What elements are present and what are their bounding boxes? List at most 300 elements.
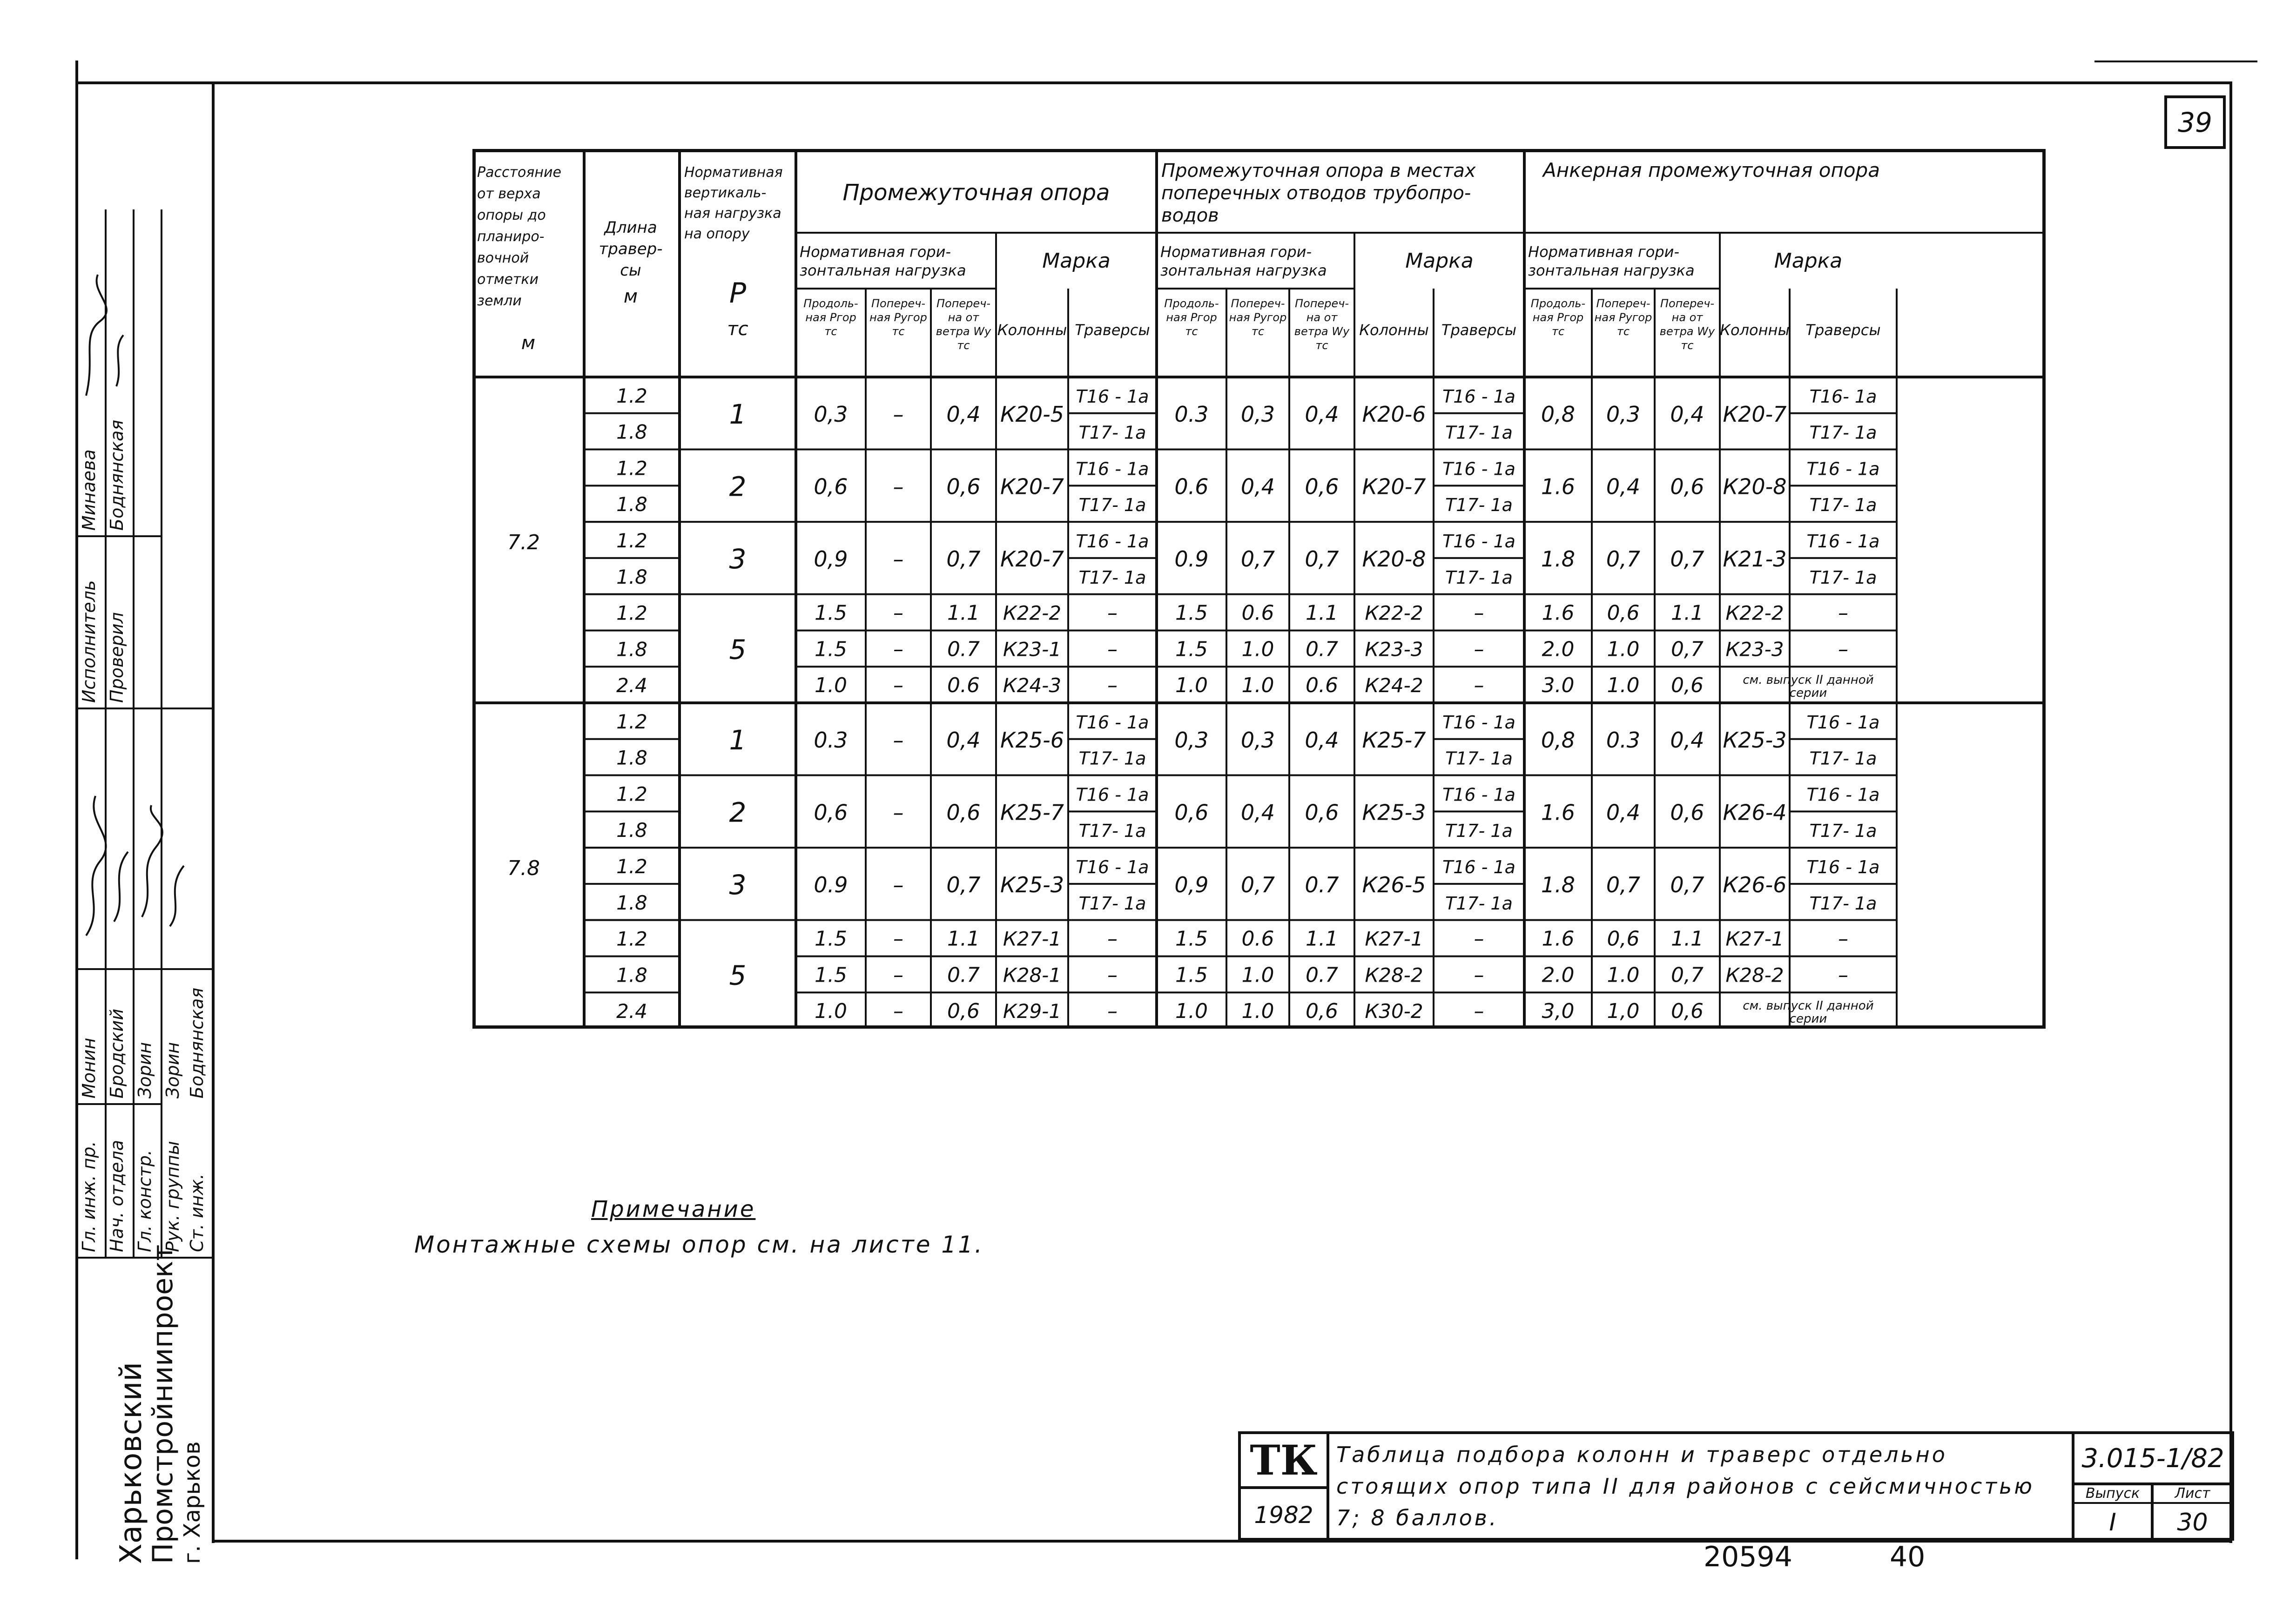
header-sub: ная Ргор	[1532, 311, 1584, 324]
cell-value: 0,6	[1305, 800, 1339, 825]
stamp-name-3: Зорин	[162, 1042, 183, 1098]
header-sub: ная Pугор	[869, 311, 927, 324]
cell-value: 0,7	[1606, 546, 1641, 572]
cell-value: К26-4	[1723, 800, 1787, 825]
load-value: 5	[729, 959, 747, 991]
cell-value: К28-2	[1365, 964, 1423, 987]
cell-value: –	[1838, 927, 1848, 951]
cell-value: 0,6	[1607, 927, 1640, 951]
stamp-name-1: Бродский	[107, 1009, 127, 1098]
issue-label: Выпуск	[2072, 1485, 2151, 1504]
stamp-name-4: Боднянская	[187, 987, 207, 1098]
cell-value: 0.6	[1306, 674, 1338, 698]
header-vert-unit: тс	[727, 318, 748, 340]
header-vert-load: на опору	[684, 226, 750, 242]
series-code: 3.015-1/82	[2072, 1434, 2231, 1485]
cell-value: –	[1107, 637, 1118, 661]
travers-value: Т17- 1а	[1809, 495, 1877, 516]
header-sub: Попереч-	[1596, 297, 1650, 310]
length-value: 1.2	[616, 384, 647, 407]
load-value: 2	[729, 796, 747, 829]
cell-value: 0,4	[1606, 800, 1641, 825]
cell-value: –	[1838, 601, 1848, 625]
header-marka: Марка	[1774, 249, 1843, 273]
cell-value: –	[893, 963, 903, 987]
cell-value: К20-8	[1723, 474, 1787, 499]
cell-value: 1.5	[815, 963, 847, 987]
header-sub: ная Ргор	[805, 311, 856, 324]
length-value: 1.8	[616, 565, 647, 588]
cell-value: К25-7	[1362, 727, 1426, 753]
header-sub: Попереч-	[936, 297, 991, 310]
travers-value: Т17- 1а	[1809, 821, 1877, 842]
stamp-name2-0: Минаева	[79, 449, 99, 531]
cell-value: К20-7	[1723, 401, 1787, 427]
header-sub: на от	[1671, 311, 1703, 324]
cell-value: К27-1	[1003, 927, 1062, 950]
cell-value: К21-3	[1723, 546, 1787, 572]
cell-value: 0,6	[814, 474, 848, 499]
header-norm-load: зонтальная нагрузка	[1528, 262, 1695, 279]
header-sub: тс	[1185, 325, 1198, 338]
travers-value: Т17- 1а	[1078, 422, 1146, 443]
cell-value: 1.0	[1241, 674, 1274, 698]
cell-value: –	[893, 999, 903, 1024]
cell-value: 0.9	[814, 872, 848, 897]
stamp-role-0: Гл. инж. пр.	[79, 1141, 99, 1252]
cell-value: –	[893, 401, 904, 427]
cell-value: –	[893, 800, 904, 825]
cell-value: –	[1474, 674, 1484, 698]
cell-value: 0,4	[1606, 474, 1641, 499]
cell-value: К27-1	[1365, 927, 1423, 950]
page-number: 39	[2164, 95, 2226, 149]
header-norm-load: Нормативная гори-	[1160, 243, 1312, 261]
cell-value: –	[1838, 963, 1848, 987]
travers-value: Т16 - 1а	[1076, 712, 1149, 733]
travers-value: Т17- 1а	[1445, 495, 1513, 516]
cell-value: 0.7	[1305, 872, 1339, 897]
header-sub: Траверсы	[1441, 321, 1517, 339]
travers-value: Т16 - 1а	[1806, 712, 1880, 733]
header-group-2: водов	[1161, 205, 1219, 226]
cell-value: 0,4	[946, 727, 981, 753]
cell-value: К26-5	[1362, 872, 1426, 897]
cell-value: 0,6	[1670, 474, 1704, 499]
length-value: 2.4	[616, 1000, 647, 1023]
reference-note: см. выпуск II данной	[1743, 673, 1874, 687]
cell-value: К25-3	[1723, 727, 1787, 753]
cell-value: 1.0	[1607, 637, 1640, 661]
cell-value: 0,3	[1174, 727, 1209, 753]
header-vert-symbol: P	[729, 277, 747, 310]
cell-value: К24-3	[1003, 674, 1062, 697]
cell-value: 2.0	[1542, 963, 1575, 987]
cell-value: К25-7	[1000, 800, 1064, 825]
cell-value: К25-3	[1000, 872, 1064, 897]
cell-value: К25-6	[1000, 727, 1064, 753]
header-sub: Попереч-	[1294, 297, 1349, 310]
header-length-unit: м	[623, 286, 638, 307]
cell-value: 3,0	[1542, 999, 1575, 1024]
cell-value: 1.5	[1175, 601, 1208, 625]
cell-value: 1.8	[1541, 546, 1576, 572]
page-counter: 40	[1890, 1541, 1926, 1573]
length-value: 1.2	[616, 855, 647, 878]
cell-value: 0,4	[1240, 474, 1275, 499]
cell-value: К23-1	[1003, 638, 1062, 661]
stamp-role-3: Рук. группы	[162, 1141, 183, 1252]
sheet-value: 30	[2151, 1504, 2231, 1541]
travers-value: Т16 - 1а	[1442, 784, 1515, 805]
load-value: 3	[729, 543, 747, 575]
header-vert-load: вертикаль-	[684, 185, 767, 201]
cell-value: 1.5	[815, 927, 847, 951]
title-year: 1982	[1241, 1489, 1329, 1541]
cell-value: 1.1	[1671, 601, 1704, 625]
header-marka: Марка	[1042, 249, 1111, 273]
cell-value: 0,6	[1671, 999, 1704, 1024]
cell-value: –	[1107, 999, 1118, 1024]
cell-value: К22-2	[1003, 601, 1062, 625]
stamp-role-2: Гл. констр.	[135, 1150, 155, 1252]
header-distance-unit: м	[521, 332, 536, 354]
cell-value: 1.0	[1241, 637, 1274, 661]
length-value: 1.2	[616, 601, 647, 625]
cell-value: –	[893, 637, 903, 661]
cell-value: 1.6	[1541, 800, 1576, 825]
cell-value: 1.0	[1175, 999, 1208, 1024]
travers-value: Т17- 1а	[1809, 567, 1877, 588]
cell-value: –	[893, 474, 904, 499]
travers-value: Т17- 1а	[1445, 748, 1513, 769]
header-sub: Попереч-	[1660, 297, 1715, 310]
reference-note: серии	[1789, 1012, 1827, 1026]
cell-value: –	[1474, 963, 1484, 987]
travers-value: Т17- 1а	[1078, 748, 1146, 769]
header-sub: Продоль-	[1530, 297, 1586, 310]
header-norm-load: зонтальная нагрузка	[800, 262, 966, 279]
selection-table	[472, 149, 2046, 1029]
title-block	[1238, 1431, 2234, 1541]
reference-note: см. выпуск II данной	[1743, 999, 1874, 1013]
header-sub: Траверсы	[1805, 321, 1881, 339]
travers-value: Т16 - 1а	[1806, 784, 1880, 805]
cell-value: 0.6	[947, 674, 980, 698]
cell-value: 0,4	[946, 401, 981, 427]
archive-number: 20594	[1704, 1541, 1792, 1573]
cell-value: 0,7	[1305, 546, 1339, 572]
cell-value: 1.5	[1175, 927, 1208, 951]
cell-value: К22-2	[1365, 601, 1423, 625]
cell-value: 0,3	[1240, 401, 1275, 427]
travers-value: Т17- 1а	[1078, 567, 1146, 588]
cell-value: 0.7	[1306, 963, 1338, 987]
cell-value: 1.0	[815, 999, 847, 1024]
header-sub: ная Ргор	[1166, 311, 1217, 324]
cell-value: 0,6	[1671, 674, 1704, 698]
tk-logo: ТК	[1241, 1434, 1329, 1489]
header-sub: Колонны	[1359, 321, 1429, 339]
travers-value: Т16 - 1а	[1806, 458, 1880, 479]
cell-value: 0.3	[814, 727, 848, 753]
header-sub: тс	[957, 339, 970, 352]
note-text: Монтажные схемы опор см. на листе 11.	[414, 1231, 984, 1258]
travers-value: Т16 - 1а	[1076, 458, 1149, 479]
header-group-2: поперечных отводов трубопро-	[1161, 182, 1471, 204]
header-sub: тс	[824, 325, 837, 338]
header-sub: Продоль-	[803, 297, 858, 310]
cell-value: –	[1474, 601, 1484, 625]
cell-value: 0,6	[1607, 601, 1640, 625]
cell-value: 0,6	[946, 474, 981, 499]
cell-value: 0,7	[946, 546, 981, 572]
cell-value: 0,8	[1541, 401, 1576, 427]
travers-value: Т16 - 1а	[1806, 531, 1880, 552]
cell-value: –	[1107, 601, 1118, 625]
sheet-label: Лист	[2151, 1485, 2231, 1504]
cell-value: 0,6	[1305, 474, 1339, 499]
travers-value: Т16 - 1а	[1442, 712, 1515, 733]
cell-value: 0,4	[1305, 401, 1339, 427]
travers-value: Т16 - 1а	[1442, 531, 1515, 552]
travers-value: Т17- 1а	[1809, 748, 1877, 769]
frame-left-inner	[212, 81, 215, 1543]
cell-value: К20-7	[1362, 474, 1426, 499]
cell-value: 1.5	[1175, 963, 1208, 987]
cell-value: 1.0	[1607, 963, 1640, 987]
length-value: 1.2	[616, 782, 647, 806]
travers-value: Т17- 1а	[1078, 495, 1146, 516]
cell-value: 0.3	[1606, 727, 1641, 753]
stamp-org-2: Промстройниипроект	[147, 1244, 179, 1564]
travers-value: Т17- 1а	[1445, 567, 1513, 588]
note-title: Примечание	[591, 1196, 756, 1222]
cell-value: 1.5	[815, 637, 847, 661]
length-value: 1.2	[616, 710, 647, 733]
stamp-role-4: Ст. инж.	[187, 1173, 207, 1252]
header-distance: планиро-	[477, 229, 545, 245]
header-group-2: Промежуточная опора в местах	[1161, 160, 1476, 182]
header-norm-load: зонтальная нагрузка	[1160, 262, 1327, 279]
header-group-3: Анкерная промежуточная опора	[1543, 159, 1880, 182]
header-sub: тс	[1616, 325, 1630, 338]
cell-value: 2.0	[1542, 637, 1575, 661]
cell-value: 0,7	[1606, 872, 1641, 897]
frame-right	[2229, 81, 2232, 1543]
cell-value: 1.0	[1241, 963, 1274, 987]
header-sub: ная Pугор	[1229, 311, 1287, 324]
cell-value: 0,3	[1606, 401, 1641, 427]
cell-value: К22-2	[1725, 601, 1784, 625]
header-vert-load: Нормативная	[684, 164, 783, 181]
cell-value: –	[1474, 999, 1484, 1024]
travers-value: Т17- 1а	[1078, 821, 1146, 842]
cell-value: 0,7	[1240, 872, 1275, 897]
cell-value: 1.0	[1175, 674, 1208, 698]
signature-upper	[77, 265, 161, 405]
header-sub: ветра Wу	[936, 325, 991, 338]
cell-value: –	[893, 546, 904, 572]
drawing-title: Таблица подбора колонн и траверс отдельно стоящих опор типа II для районов с сейсмичностью 7; 8 баллов.	[1336, 1442, 2034, 1530]
length-value: 1.8	[616, 891, 647, 914]
header-sub: Колонны	[1720, 321, 1790, 339]
stamp-role2-1: Проверил	[107, 612, 127, 703]
length-value: 1.8	[616, 964, 647, 987]
cell-value: 1.1	[947, 927, 980, 951]
cell-value: К23-3	[1725, 638, 1784, 661]
cell-value: 0,4	[1670, 401, 1704, 427]
length-value: 2.4	[616, 674, 647, 697]
cell-value: К28-2	[1725, 964, 1784, 987]
cell-value: 0,6	[1670, 800, 1704, 825]
travers-value: Т16 - 1а	[1442, 458, 1515, 479]
cell-value: К25-3	[1362, 800, 1426, 825]
header-norm-load: Нормативная гори-	[1528, 243, 1679, 261]
travers-value: Т16 - 1а	[1442, 857, 1515, 877]
header-length: Длина	[604, 218, 657, 237]
cell-value: –	[1838, 637, 1848, 661]
header-distance: опоры до	[477, 207, 546, 223]
cell-value: 0,3	[1240, 727, 1275, 753]
length-value: 1.2	[616, 457, 647, 480]
header-sub: ветра Wу	[1294, 325, 1350, 338]
left-stamp	[77, 209, 212, 1564]
header-distance: вочной	[477, 250, 529, 266]
frame-top	[75, 81, 2230, 84]
header-length: сы	[620, 261, 641, 280]
cell-value: 1.6	[1542, 601, 1575, 625]
cell-value: 0.3	[1174, 401, 1209, 427]
length-value: 1.8	[616, 638, 647, 661]
travers-value: Т16 - 1а	[1076, 784, 1149, 805]
cell-value: 0,7	[1671, 637, 1704, 661]
cell-value: 0,8	[1541, 727, 1576, 753]
cell-value: К20-7	[1000, 546, 1064, 572]
travers-value: Т17- 1а	[1078, 893, 1146, 914]
cell-value: К24-2	[1365, 674, 1423, 697]
load-value: 5	[729, 633, 747, 666]
length-value: 1.8	[616, 493, 647, 516]
cell-value: 1.6	[1542, 927, 1575, 951]
cell-value: 1.0	[815, 674, 847, 698]
cell-value: 0,6	[814, 800, 848, 825]
header-sub: ветра Wу	[1659, 325, 1715, 338]
cell-value: 1.5	[1175, 637, 1208, 661]
cell-value: К28-1	[1003, 964, 1062, 987]
cell-value: –	[893, 674, 903, 698]
travers-value: Т17- 1а	[1809, 893, 1877, 914]
length-value: 1.2	[616, 529, 647, 552]
travers-value: Т17- 1а	[1809, 422, 1877, 443]
stamp-role-1: Нач. отдела	[107, 1139, 127, 1252]
stamp-role2-0: Исполнитель	[79, 580, 99, 703]
header-vert-load: ная нагрузка	[684, 205, 781, 222]
header-group-1: Промежуточная опора	[842, 180, 1110, 206]
cell-value: 0.6	[1241, 601, 1274, 625]
header-sub: Попереч-	[1231, 297, 1285, 310]
issue-value: I	[2072, 1504, 2151, 1541]
cell-value: –	[1107, 963, 1118, 987]
load-value: 2	[729, 471, 747, 503]
cell-value: 1.1	[1306, 927, 1338, 951]
travers-value: Т16 - 1а	[1442, 386, 1515, 407]
cell-value: –	[1107, 927, 1118, 951]
cell-value: –	[893, 872, 904, 897]
cell-value: 0,6	[1306, 999, 1338, 1024]
cell-value: 0,6	[946, 800, 981, 825]
cell-value: 0,4	[1670, 727, 1704, 753]
length-value: 1.8	[616, 746, 647, 769]
header-sub: тс	[892, 325, 905, 338]
cell-value: 3.0	[1542, 674, 1575, 698]
cell-value: 0.6	[1241, 927, 1274, 951]
header-sub: Попереч-	[871, 297, 926, 310]
section-distance: 7.2	[507, 531, 540, 554]
stamp-name-2: Зорин	[135, 1042, 155, 1098]
stamp-org-1: Харьковский	[114, 1362, 148, 1564]
section-distance: 7.8	[507, 856, 540, 880]
cell-value: К20-5	[1000, 401, 1064, 427]
cell-value: –	[1474, 927, 1484, 951]
travers-value: Т17- 1а	[1445, 893, 1513, 914]
cell-value: 0,4	[1240, 800, 1275, 825]
header-distance: Расстояние	[477, 164, 561, 181]
header-sub: тс	[1681, 339, 1694, 352]
length-value: 1.2	[616, 927, 647, 950]
cell-value: 1.8	[1541, 872, 1576, 897]
cell-value: К23-3	[1365, 638, 1423, 661]
cell-value: 0.6	[1174, 474, 1209, 499]
cell-value: 1.0	[1241, 999, 1274, 1024]
header-distance: от верха	[477, 186, 541, 202]
cell-value: К20-6	[1362, 401, 1426, 427]
cell-value: –	[893, 601, 903, 625]
travers-value: Т16 - 1а	[1076, 531, 1149, 552]
header-sub: тс	[1251, 325, 1265, 338]
cell-value: К20-8	[1362, 546, 1426, 572]
travers-value: Т16- 1а	[1809, 386, 1877, 407]
stamp-name-0: Монин	[79, 1038, 99, 1098]
reference-note: серии	[1789, 686, 1827, 701]
cell-value: 1.1	[947, 601, 980, 625]
cell-value: 0.7	[947, 637, 980, 661]
cell-value: К29-1	[1003, 1000, 1062, 1023]
cell-value: 1.0	[1607, 674, 1640, 698]
cell-value: –	[1107, 674, 1118, 698]
header-marka: Марка	[1405, 249, 1474, 273]
cell-value: 0,7	[1670, 872, 1704, 897]
cell-value: 1.5	[815, 601, 847, 625]
header-sub: тс	[1315, 339, 1328, 352]
header-sub: ная Pугор	[1594, 311, 1652, 324]
cell-value: 1.6	[1541, 474, 1576, 499]
cell-value: –	[893, 727, 904, 753]
cell-value: 0.9	[1174, 546, 1209, 572]
travers-value: Т16 - 1а	[1076, 386, 1149, 407]
header-sub: Продоль-	[1164, 297, 1219, 310]
cell-value: 0,6	[1174, 800, 1209, 825]
cell-value: К20-7	[1000, 474, 1064, 499]
load-value: 3	[729, 869, 747, 901]
cell-value: 0,7	[1240, 546, 1275, 572]
travers-value: Т17- 1а	[1445, 422, 1513, 443]
top-right-rule	[2094, 61, 2257, 62]
cell-value: 0,6	[947, 999, 980, 1024]
travers-value: Т16 - 1а	[1076, 857, 1149, 877]
header-sub: Траверсы	[1075, 321, 1150, 339]
stamp-org-3: г. Харьков	[179, 1441, 205, 1564]
